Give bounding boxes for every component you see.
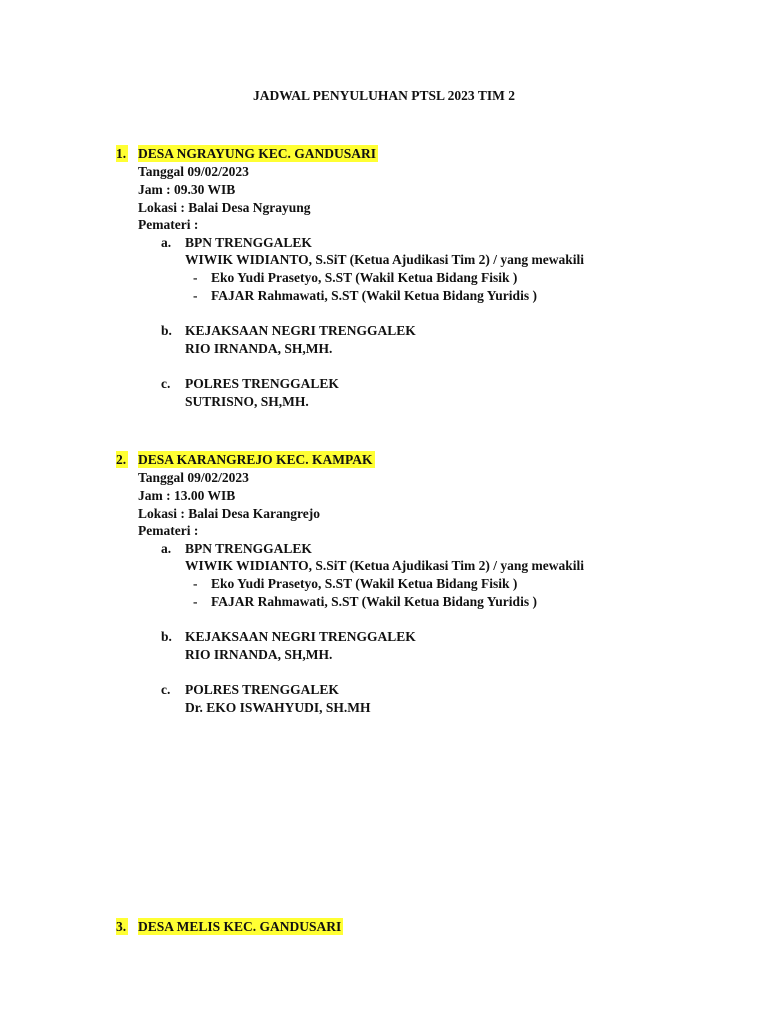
group-org: BPN TRENGGALEK xyxy=(185,235,312,250)
group-org: POLRES TRENGGALEK xyxy=(185,376,339,391)
section-number: 2. xyxy=(116,452,127,467)
jam: Jam : 09.30 WIB xyxy=(138,182,236,197)
group-person: Dr. EKO ISWAHYUDI, SH.MH xyxy=(185,700,371,715)
sub-person: FAJAR Rahmawati, S.ST (Wakil Ketua Bidang Yuridis ) xyxy=(211,594,537,609)
section-heading: DESA MELIS KEC. GANDUSARI xyxy=(138,919,342,934)
group-person: WIWIK WIDIANTO, S.SiT (Ketua Ajudikasi Tim 2) / yang mewakili xyxy=(185,558,584,573)
section-number: 1. xyxy=(116,146,127,161)
group-letter: c. xyxy=(161,376,171,391)
sub-person: FAJAR Rahmawati, S.ST (Wakil Ketua Bidang Yuridis ) xyxy=(211,288,537,303)
group-org: BPN TRENGGALEK xyxy=(185,541,312,556)
group-letter: a. xyxy=(161,541,172,556)
jam: Jam : 13.00 WIB xyxy=(138,488,236,503)
dash-bullet: - xyxy=(193,270,198,285)
dash-bullet: - xyxy=(193,288,198,303)
pemateri-label: Pemateri : xyxy=(138,523,199,538)
tanggal: Tanggal 09/02/2023 xyxy=(138,470,249,485)
lokasi: Lokasi : Balai Desa Karangrejo xyxy=(138,506,320,521)
group-letter: a. xyxy=(161,235,172,250)
group-org: KEJAKSAAN NEGRI TRENGGALEK xyxy=(185,323,416,338)
dash-bullet: - xyxy=(193,576,198,591)
group-letter: b. xyxy=(161,629,172,644)
section-heading: DESA NGRAYUNG KEC. GANDUSARI xyxy=(138,146,377,161)
pemateri-label: Pemateri : xyxy=(138,217,199,232)
group-person: WIWIK WIDIANTO, S.SiT (Ketua Ajudikasi Tim 2) / yang mewakili xyxy=(185,252,584,267)
group-person: RIO IRNANDA, SH,MH. xyxy=(185,341,333,356)
group-person: RIO IRNANDA, SH,MH. xyxy=(185,647,333,662)
group-letter: c. xyxy=(161,682,171,697)
dash-bullet: - xyxy=(193,594,198,609)
tanggal: Tanggal 09/02/2023 xyxy=(138,164,249,179)
group-org: KEJAKSAAN NEGRI TRENGGALEK xyxy=(185,629,416,644)
document-title: JADWAL PENYULUHAN PTSL 2023 TIM 2 xyxy=(253,88,515,103)
group-org: POLRES TRENGGALEK xyxy=(185,682,339,697)
sub-person: Eko Yudi Prasetyo, S.ST (Wakil Ketua Bidang Fisik ) xyxy=(211,576,518,591)
lokasi: Lokasi : Balai Desa Ngrayung xyxy=(138,200,311,215)
section-number: 3. xyxy=(116,919,127,934)
section-heading: DESA KARANGREJO KEC. KAMPAK xyxy=(138,452,373,467)
group-letter: b. xyxy=(161,323,172,338)
sub-person: Eko Yudi Prasetyo, S.ST (Wakil Ketua Bidang Fisik ) xyxy=(211,270,518,285)
group-person: SUTRISNO, SH,MH. xyxy=(185,394,309,409)
